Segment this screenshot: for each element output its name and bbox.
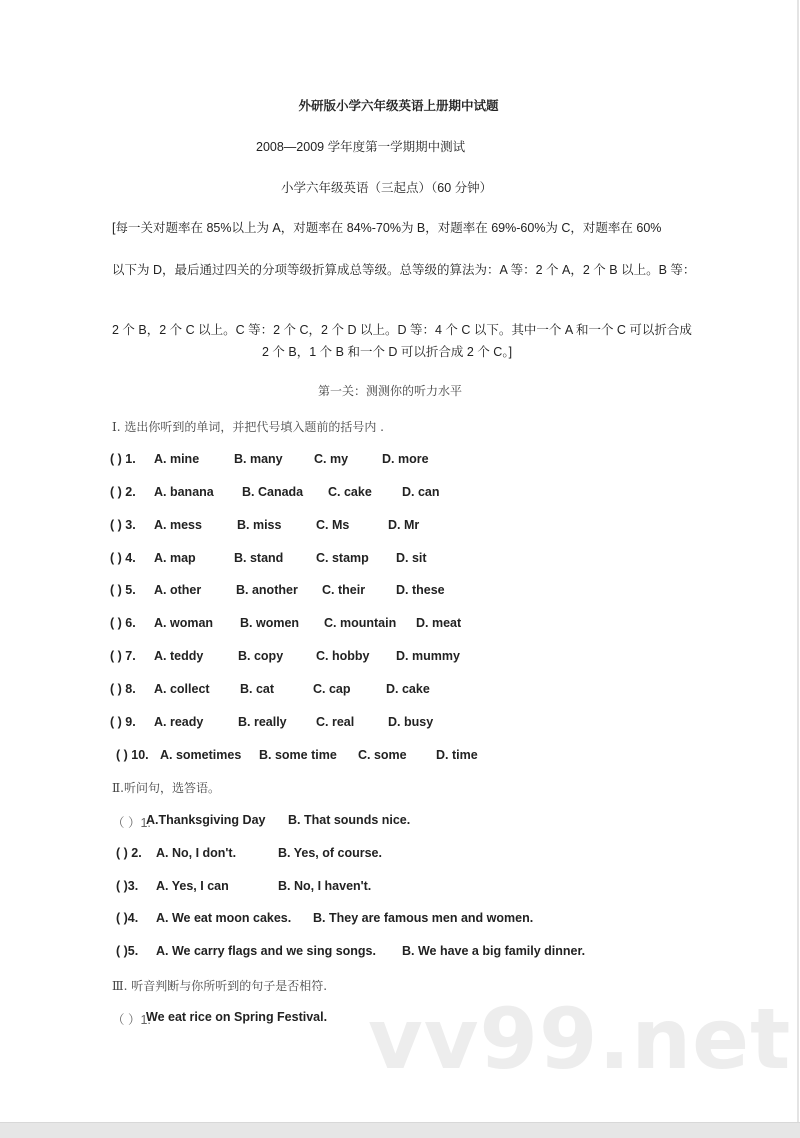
option-b: B. another — [236, 583, 298, 597]
option-d: D. can — [402, 485, 440, 499]
grading-rule-line: 以下为 D，最后通过四关的分项等级折算成总等级。总等级的算法为：A 等：2 个 A，2 个 B 以上。B 等： — [112, 263, 696, 277]
option-a: A. mine — [154, 452, 200, 466]
option-a: A. Yes, I can — [156, 879, 229, 893]
option-a: A.Thanksgiving Day — [146, 813, 266, 827]
option-d: D. Mr — [388, 518, 420, 532]
option-a: A. No, I don't. — [156, 846, 237, 860]
watermark: vv99.net — [368, 990, 792, 1088]
section2-heading: Ⅱ.听问句，选答语。 — [112, 781, 220, 795]
option-d: D. these — [396, 583, 445, 597]
option-b: B. Canada — [242, 485, 304, 499]
option-b: B. many — [234, 452, 283, 466]
option-b: B. cat — [240, 682, 275, 696]
option-b: B. That sounds nice. — [288, 813, 411, 827]
option-c: C. Ms — [316, 518, 350, 532]
option-a: A. collect — [154, 682, 210, 696]
subject-line: 小学六年级英语（三起点）（60 分钟） — [281, 181, 493, 195]
option-c: C. mountain — [324, 616, 397, 630]
option-a: A. teddy — [154, 649, 204, 663]
question-number: ( )4. — [116, 911, 139, 925]
question-number: ( ) 8. — [110, 682, 136, 696]
option-c: C. hobby — [316, 649, 370, 663]
option-a: A. other — [154, 583, 202, 597]
option-b: B. some time — [259, 748, 337, 762]
option-a: A. ready — [154, 715, 204, 729]
option-c: C. cake — [328, 485, 372, 499]
option-b: B. They are famous men and women. — [313, 911, 534, 925]
option-b: B. women — [240, 616, 300, 630]
option-d: D. busy — [388, 715, 434, 729]
option-d: D. time — [436, 748, 478, 762]
option-b: B. really — [238, 715, 287, 729]
option-b: B. We have a big family dinner. — [402, 944, 586, 958]
option-a: A. map — [154, 551, 196, 565]
question-number: ( ) 9. — [110, 715, 136, 729]
page-bottom-shadow — [0, 1122, 800, 1138]
option-a: A. banana — [154, 485, 214, 499]
question-number: ( ) 5. — [110, 583, 136, 597]
grading-rule-line: [每一关对题率在 85%以上为 A，对题率在 84%-70%为 B，对题率在 69%-60%为 C，对题率在 60% — [112, 221, 662, 235]
option-c: C. cap — [313, 682, 351, 696]
option-b: B. Yes, of course. — [278, 846, 382, 860]
question-number: （ ）1. — [112, 816, 151, 830]
option-a: A. mess — [154, 518, 202, 532]
option-d: D. sit — [396, 551, 427, 565]
option-c: C. their — [322, 583, 366, 597]
option-d: D. meat — [416, 616, 462, 630]
option-a: A. sometimes — [160, 748, 242, 762]
question-number: ( ) 7. — [110, 649, 136, 663]
option-a: A. We eat moon cakes. — [156, 911, 292, 925]
option-b: B. copy — [238, 649, 284, 663]
level-title: 第一关：测测你的听力水平 — [318, 384, 463, 398]
option-c: C. some — [358, 748, 407, 762]
option-d: D. cake — [386, 682, 430, 696]
option-a: A. We carry flags and we sing songs. — [156, 944, 376, 958]
option-b: B. No, I haven't. — [278, 879, 372, 893]
grading-rule-line: 2 个 B，1 个 B 和一个 D 可以折合成 2 个 C。] — [262, 345, 513, 359]
option-d: D. mummy — [396, 649, 460, 663]
question-number: ( ) 3. — [110, 518, 136, 532]
option-c: C. stamp — [316, 551, 369, 565]
document-subtitle: 2008—2009 学年度第一学期期中测试 — [256, 140, 466, 154]
question-number: ( )5. — [116, 944, 139, 958]
question-number: ( ) 4. — [110, 551, 136, 565]
option-c: C. real — [316, 715, 355, 729]
question-number: ( ) 2. — [116, 846, 142, 860]
question-number: （ ）1. — [112, 1013, 151, 1027]
grading-rule-line: 2 个 B，2 个 C 以上。C 等：2 个 C，2 个 D 以上。D 等：4 个 C 以下。其中一个 A 和一个 C 可以折合成 — [112, 323, 692, 337]
option-d: D. more — [382, 452, 429, 466]
option-c: C. my — [314, 452, 349, 466]
question-number: ( ) 2. — [110, 485, 136, 499]
section1-heading: Ⅰ. 选出你听到的单词，并把代号填入题前的括号内 . — [112, 420, 384, 434]
question-number: ( ) 10. — [116, 748, 149, 762]
document-title: 外研版小学六年级英语上册期中试题 — [298, 99, 499, 113]
option-b: B. stand — [234, 551, 284, 565]
question-number: ( ) 6. — [110, 616, 136, 630]
option-b: B. miss — [237, 518, 282, 532]
question-number: ( ) 1. — [110, 452, 136, 466]
section3-heading: Ⅲ. 听音判断与你所听到的句子是否相符. — [112, 979, 328, 993]
question-number: ( )3. — [116, 879, 139, 893]
statement-text: We eat rice on Spring Festival. — [146, 1010, 328, 1024]
option-a: A. woman — [154, 616, 214, 630]
